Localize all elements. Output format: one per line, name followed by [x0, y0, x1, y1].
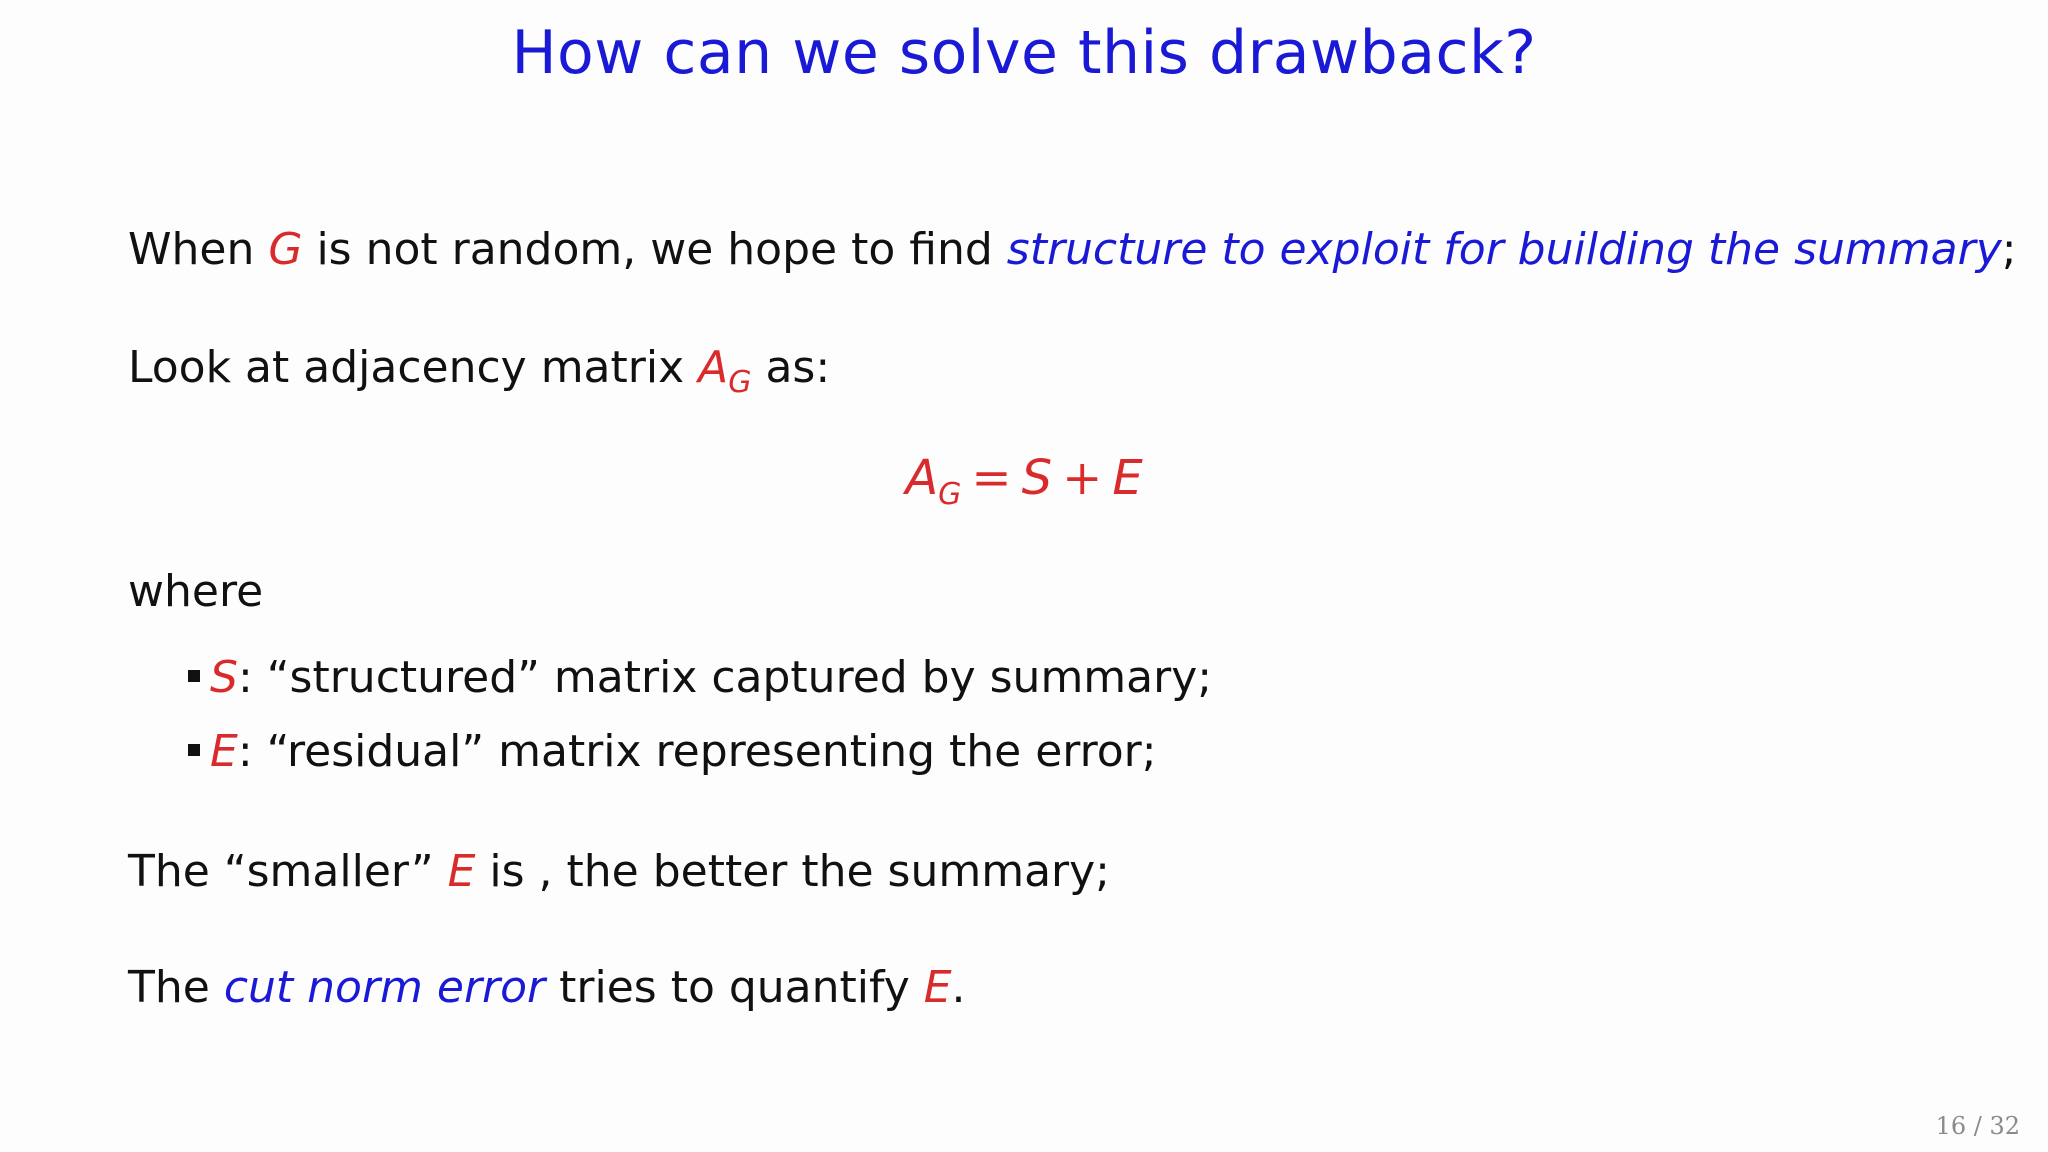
emphasis-cut-norm: cut norm error	[223, 962, 546, 1013]
text-segment: is not random, we hope to find	[302, 224, 1007, 275]
bullet-variable: S	[210, 652, 238, 703]
plus-sign: +	[1062, 450, 1103, 506]
variable-g: G	[268, 224, 303, 275]
text-segment: The “smaller”	[128, 846, 448, 897]
bullet-variable: E	[210, 726, 238, 777]
equation-e: E	[1112, 450, 1143, 506]
bullet-item-e	[188, 722, 1157, 782]
equation-lhs: A	[905, 450, 939, 506]
page-number: 16 / 32	[1935, 1112, 2020, 1140]
slide-title: How can we solve this drawback?	[511, 18, 1537, 88]
text-segment: ;	[2001, 224, 2017, 275]
bullet-item-s	[188, 648, 1212, 708]
line-adjacency	[128, 338, 830, 403]
variable-a: A	[698, 342, 729, 393]
text-segment: is , the better the summary;	[475, 846, 1111, 897]
bullet-text: : “residual” matrix representing the error;	[237, 726, 1157, 777]
text-segment: Look at adjacency matrix	[128, 342, 699, 393]
bullet-marker-icon	[188, 670, 200, 682]
line-smaller-e	[128, 842, 1110, 902]
variable-e: E	[447, 846, 476, 897]
line-where: where	[128, 566, 264, 617]
equals-sign: =	[971, 450, 1012, 506]
text-segment: .	[951, 962, 966, 1013]
text-segment: as:	[751, 342, 831, 393]
line-when-g	[128, 220, 2017, 280]
line-cut-norm	[128, 958, 966, 1018]
equation-lhs-subscript: G	[938, 477, 962, 512]
text-segment: The	[128, 962, 224, 1013]
bullet-marker-icon	[188, 744, 200, 756]
variable-a-subscript: G	[728, 365, 752, 400]
bullet-text: : “structured” matrix captured by summary;	[237, 652, 1213, 703]
text-segment: When	[128, 224, 269, 275]
emphasis-structure: structure to exploit for building the summary	[1006, 224, 2002, 275]
equation-s: S	[1021, 450, 1053, 506]
equation	[0, 450, 2048, 512]
text-segment: tries to quantify	[545, 962, 924, 1013]
variable-e: E	[923, 962, 952, 1013]
